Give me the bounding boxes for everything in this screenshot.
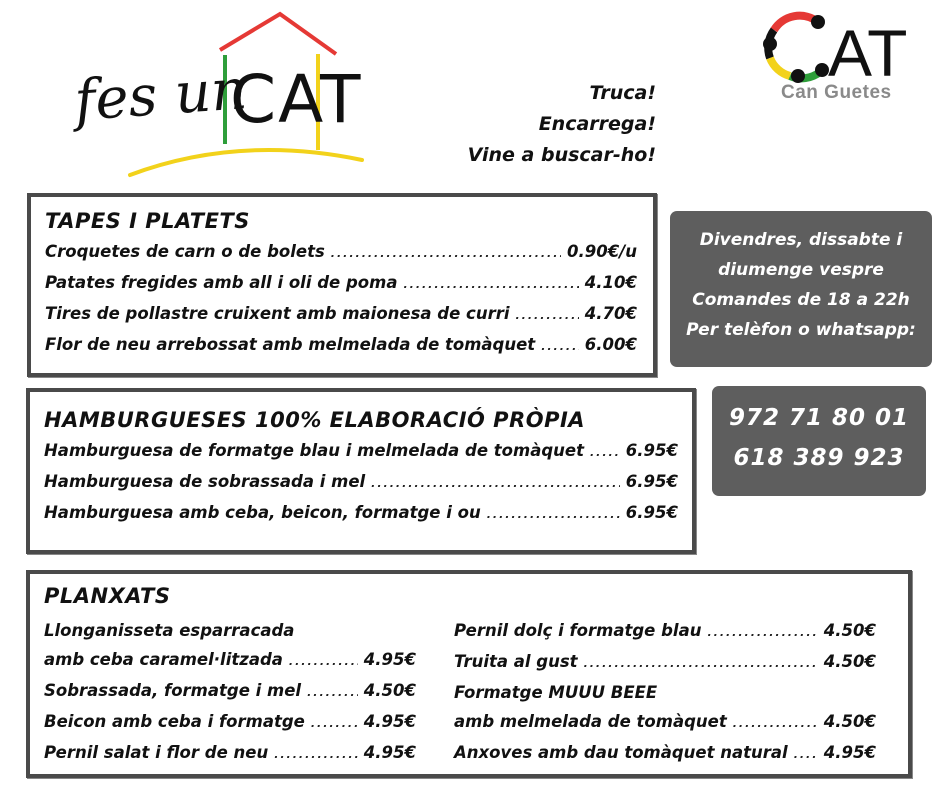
menu-item: [454, 707, 876, 738]
menu-item-price: 4.95€: [363, 650, 416, 669]
menu-item-name: Beicon amb ceba i formatge: [44, 712, 305, 731]
menu-item: [454, 647, 876, 678]
leader-dots: [590, 438, 620, 467]
menu-item-name: Truita al gust: [454, 652, 578, 671]
leader-dots: [794, 740, 818, 769]
logo-dot: [763, 37, 777, 51]
leader-dots: [403, 270, 578, 299]
slogan-line: Vine a buscar-ho!: [467, 144, 656, 166]
menu-item-name: amb melmelada de tomàquet: [454, 712, 727, 731]
menu-item: [454, 678, 876, 707]
leader-dots: [289, 647, 358, 676]
menu-item-name: Sobrassada, formatge i mel: [44, 681, 302, 700]
menu-item-price: 4.95€: [363, 712, 416, 731]
leader-dots: [311, 709, 358, 738]
menu-item-price: 6.95€: [625, 503, 678, 522]
menu-item-price: 4.50€: [363, 681, 416, 700]
menu-item: [45, 330, 637, 361]
phones-panel: [712, 386, 926, 496]
logo-subtitle: Can Guetes: [781, 82, 892, 103]
leader-dots: [541, 332, 579, 361]
menu-item: [44, 616, 416, 645]
phone-number: 972 71 80 01: [728, 405, 910, 431]
leader-dots: [487, 500, 620, 529]
menu-item: [454, 616, 876, 647]
logo-c-arc-yellow: [770, 58, 790, 76]
section-title: PLANXATS: [44, 584, 171, 608]
menu-item: [44, 467, 678, 498]
tapes-section: [27, 193, 657, 377]
slogan: [468, 78, 656, 171]
menu-item-name: Pernil dolç i formatge blau: [454, 621, 702, 640]
planxats-left-column: [44, 616, 416, 769]
menu-item-name: Hamburguesa de sobrassada i mel: [44, 472, 366, 491]
hours-panel: [670, 211, 932, 367]
menu-item-name: Anxoves amb dau tomàquet natural: [454, 743, 788, 762]
logo-dot: [791, 69, 805, 83]
menu-item-price: 6.00€: [584, 335, 637, 354]
planxats-columns: [44, 616, 878, 769]
leader-dots: [331, 239, 561, 268]
logo-fes-un-text: fes un: [72, 57, 250, 134]
menu-item: [454, 738, 876, 769]
leader-dots: [584, 649, 818, 678]
leader-dots: [516, 301, 579, 330]
hours-line: Divendres, dissabte i: [699, 230, 903, 250]
menu-item: [44, 738, 416, 769]
menu-item-price: 4.95€: [823, 743, 876, 762]
logo-roof: [220, 14, 336, 54]
menu-item-price: 4.50€: [823, 621, 876, 640]
menu-item: [44, 498, 678, 529]
hours-line: diumenge vespre: [718, 260, 884, 280]
leader-dots: [707, 618, 817, 647]
hours-line: Comandes de 18 a 22h: [692, 290, 910, 310]
menu-item-name: Hamburguesa amb ceba, beicon, formatge i ou: [44, 503, 481, 522]
planxats-right-column: [454, 616, 876, 769]
menu-item: [45, 299, 637, 330]
leader-dots: [371, 469, 620, 498]
menu-item-price: 6.95€: [625, 472, 678, 491]
menu-item-price: 6.95€: [625, 441, 678, 460]
menu-item-name: Hamburguesa de formatge blau i melmelada de tomàquet: [44, 441, 584, 460]
menu-item-price: 4.50€: [823, 652, 876, 671]
logo-at-text: AT: [828, 16, 908, 90]
hours-line: Per telèfon o whatsapp:: [686, 320, 916, 340]
menu-item-name: Llonganisseta esparracada: [44, 621, 295, 640]
menu-item-price: 4.10€: [584, 273, 637, 292]
menu-item: [44, 707, 416, 738]
menu-item: [45, 268, 637, 299]
menu-item-name: Flor de neu arrebossat amb melmelada de tomàquet: [45, 335, 536, 354]
menu-item-price: 4.70€: [584, 304, 637, 323]
logo-dot: [811, 15, 825, 29]
logo-cat-text: CAT: [230, 61, 363, 138]
leader-dots: [274, 740, 358, 769]
logo-swoosh: [130, 150, 362, 175]
menu-item: [45, 237, 637, 268]
planxats-section: [26, 570, 912, 778]
logo-dot: [815, 63, 829, 77]
phone-number: 618 389 923: [733, 445, 905, 471]
menu-item-price: 0.90€/u: [567, 242, 637, 261]
leader-dots: [307, 678, 358, 707]
menu-item: [44, 436, 678, 467]
fes-un-cat-logo: [70, 10, 370, 180]
menu-item-name: Tires de pollastre cruixent amb maionesa de curri: [45, 304, 510, 323]
section-title: TAPES I PLATETS: [45, 209, 250, 233]
menu-item: [44, 676, 416, 707]
slogan-line: Truca!: [589, 82, 656, 104]
slogan-line: Encarrega!: [538, 113, 656, 135]
section-title: HAMBURGUESES 100% ELABORACIÓ PRÒPIA: [44, 408, 586, 432]
menu-item: [44, 645, 416, 676]
menu-item-name: Pernil salat i flor de neu: [44, 743, 269, 762]
menu-item-name: Patates fregides amb all i oli de poma: [45, 273, 398, 292]
menu-item-price: 4.50€: [823, 712, 876, 731]
menu-item-price: 4.95€: [363, 743, 416, 762]
hamburgueses-section: [26, 388, 696, 554]
menu-item-name: Croquetes de carn o de bolets: [45, 242, 325, 261]
leader-dots: [733, 709, 818, 738]
menu-item-name: amb ceba caramel·litzada: [44, 650, 283, 669]
menu-item-name: Formatge MUUU BEEE: [454, 683, 658, 702]
